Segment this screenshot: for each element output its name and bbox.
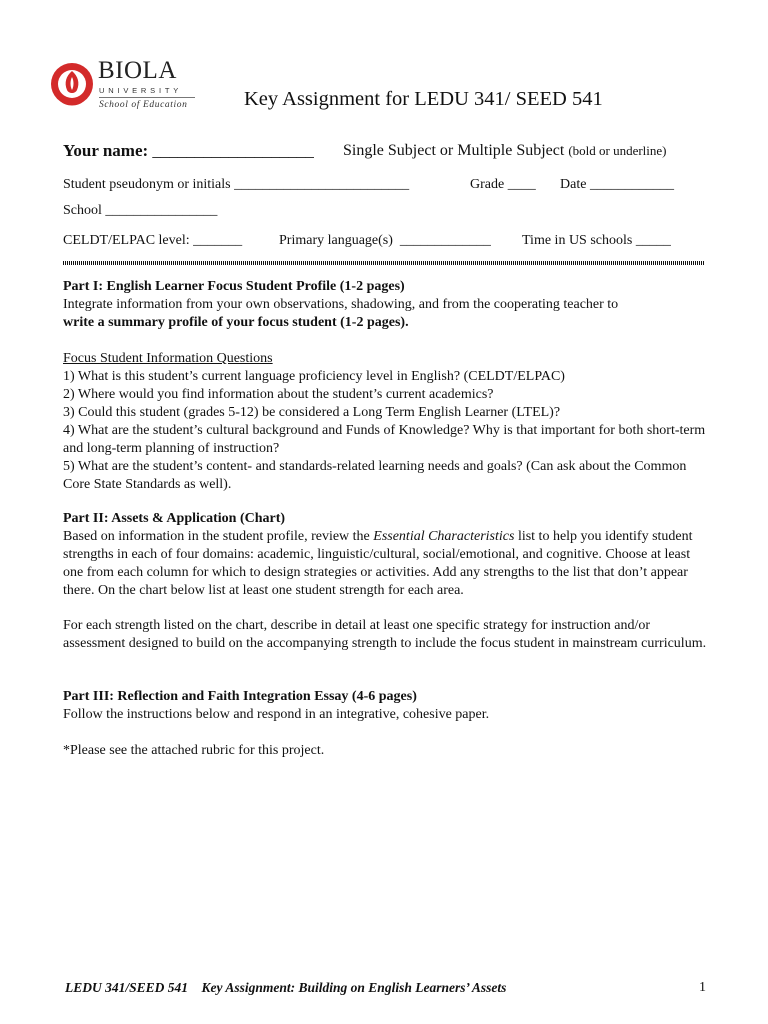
question-5: 5) What are the student’s content- and standards-related learning needs and goals? (Can ask about the Common Core State Standards as well). — [63, 459, 687, 492]
time-row — [522, 232, 671, 250]
section-divider — [63, 261, 704, 265]
pseudonym-row — [63, 176, 409, 194]
primary-language-blank[interactable]: _____________ — [399, 233, 491, 248]
part1-intro-bold: write a summary profile of your focus student (1-2 pages). — [63, 315, 409, 330]
grade-label: Grade — [470, 177, 505, 192]
time-blank[interactable]: _____ — [635, 233, 671, 248]
celdt-label: CELDT/ELPAC level: — [63, 233, 190, 248]
part2-p1-after: list to help you identify student strengths in each of four domains: academic, linguistic/cultural, social/emotional, and cognitive. Choose at least one from each column for which to design strategies or activities. Add any strengths to the list that don’t appear there. On the chart below list at least one student strength for each area. — [63, 529, 693, 598]
date-blank[interactable]: ____________ — [589, 177, 674, 192]
part2-p1-before: Based on information in the student profile, review the — [63, 529, 370, 544]
part3-section — [63, 688, 713, 724]
primary-language-label: Primary language(s) — [279, 233, 393, 248]
part3-text: Follow the instructions below and respond in an integrative, cohesive paper. — [63, 707, 490, 722]
page-footer: LEDU 341/SEED 541 Key Assignment: Building on English Learners’ Assets — [65, 980, 507, 995]
part2-paragraph-2: For each strength listed on the chart, describe in detail at least one specific strategy for instruction and/or assessment designed to build on the accompanying strength to include the focus student in mainstream curriculum. — [63, 618, 707, 651]
grade-blank[interactable]: ____ — [507, 177, 536, 192]
page-number: 1 — [699, 980, 706, 995]
part3-heading: Part III: Reflection and Faith Integration Essay (4-6 pages) — [63, 689, 417, 704]
primary-language-row — [279, 232, 491, 250]
part2-paragraph-1 — [63, 528, 713, 600]
logo-university: UNIVERSITY — [99, 86, 183, 95]
question-2: 2) Where would you find information about the student’s current academics? — [63, 387, 494, 402]
essential-characteristics-text: Essential Characteristics — [373, 529, 515, 544]
part1-section — [63, 278, 713, 332]
logo-school: School of Education — [99, 100, 188, 110]
biola-tulip-icon — [50, 59, 94, 109]
date-row — [560, 176, 674, 194]
part2-heading: Part II: Assets & Application (Chart) — [63, 511, 286, 526]
question-3: 3) Could this student (grades 5-12) be considered a Long Term English Learner (LTEL)? — [63, 405, 561, 420]
logo-divider — [99, 97, 195, 98]
school-row — [63, 202, 217, 220]
pseudonym-label: Student pseudonym or initials — [63, 177, 231, 192]
celdt-row — [63, 232, 242, 250]
biola-logo — [50, 57, 200, 113]
time-label: Time in US schools — [522, 233, 633, 248]
questions-section — [63, 350, 713, 494]
celdt-blank[interactable]: _______ — [193, 233, 243, 248]
question-1: 1) What is this student’s current language proficiency level in English? (CELDT/ELPAC) — [63, 369, 565, 384]
date-label: Date — [560, 177, 587, 192]
part1-heading: Part I: English Learner Focus Student Profile (1-2 pages) — [63, 279, 405, 294]
school-blank[interactable]: ________________ — [105, 203, 218, 218]
subject-row — [343, 141, 667, 161]
questions-title: Focus Student Information Questions — [63, 351, 273, 366]
your-name-blank[interactable]: ___________________ — [152, 141, 314, 160]
grade-row — [470, 176, 536, 194]
rubric-note: *Please see the attached rubric for this project. — [63, 743, 325, 758]
your-name-row — [63, 140, 314, 162]
rubric-note-block — [63, 742, 713, 760]
part1-intro: Integrate information from your own observations, shadowing, and from the cooperating teacher to — [63, 297, 619, 312]
pseudonym-blank[interactable]: _________________________ — [234, 177, 410, 192]
part2-paragraph-2-block — [63, 617, 713, 653]
document-title: Key Assignment for LEDU 341/ SEED 541 — [244, 88, 603, 110]
subject-label[interactable]: Single Subject or Multiple Subject — [343, 142, 565, 159]
your-name-label: Your name: — [63, 141, 149, 160]
school-label: School — [63, 203, 102, 218]
part2-section — [63, 510, 713, 600]
question-4: 4) What are the student’s cultural background and Funds of Knowledge? Why is that important for both short-term and long-term planning of instruction? — [63, 423, 706, 456]
subject-note: (bold or underline) — [568, 143, 667, 158]
logo-name: BIOLA — [98, 57, 177, 84]
